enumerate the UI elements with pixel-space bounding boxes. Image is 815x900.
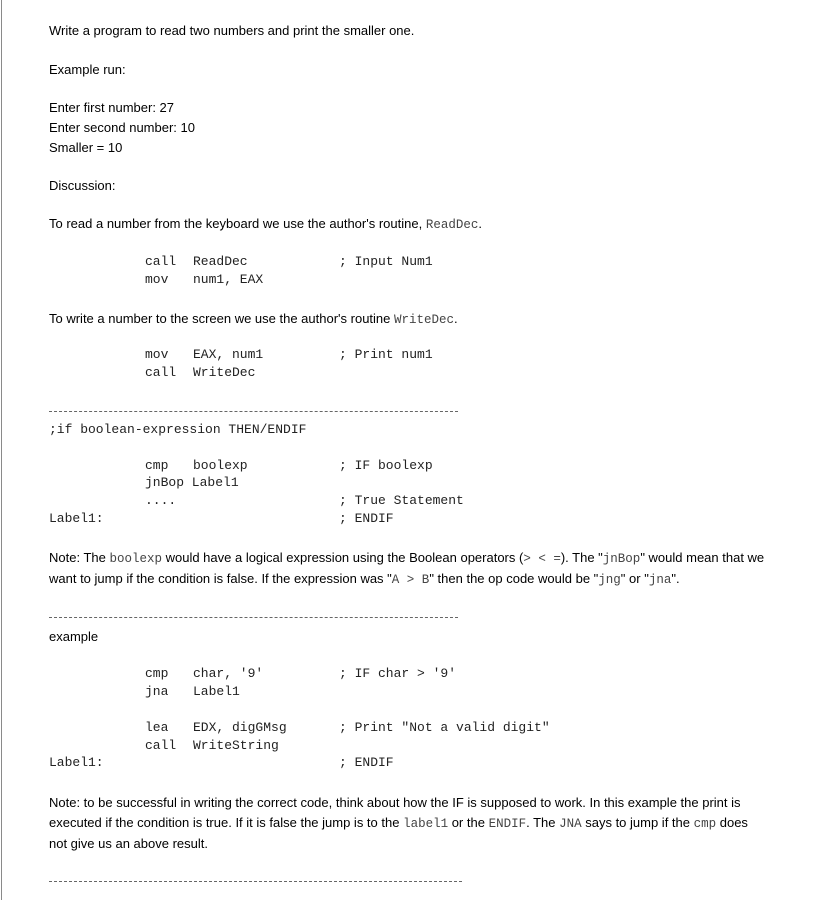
code-args: Label1 <box>193 684 240 699</box>
code-args: WriteString <box>193 738 279 753</box>
read-paragraph: To read a number from the keyboard we use the author's routine, ReadDec. <box>49 216 482 232</box>
readdec-inline-code: ReadDec <box>425 218 479 232</box>
code-comment: ; IF char > '9' <box>339 666 457 681</box>
separator-line <box>49 411 458 412</box>
code-label: Label1: <box>49 755 104 770</box>
example-run-heading: Example run: <box>49 62 126 77</box>
run-line-3: Smaller = 10 <box>49 140 123 155</box>
code-op: jnBop Label1 <box>145 475 239 490</box>
code-label: Label1: <box>49 511 104 526</box>
note-paragraph-2: Note: to be successful in writing the correct code, think about how the IF is supposed to work. In this example the print is executed if the condition is true. If it is false the jump is to the label1 or the ENDIF. The JNA says to jump if the cmp does not give us an above result. <box>49 795 748 851</box>
code-op: lea <box>145 720 169 735</box>
code-op: cmp <box>145 458 169 473</box>
code-comment: ; Print num1 <box>339 347 433 362</box>
code-args: WriteDec <box>193 365 256 380</box>
code-comment: ; Print "Not a valid digit" <box>339 720 550 735</box>
write-paragraph: To write a number to the screen we use the author's routine WriteDec. <box>49 311 458 327</box>
note-paragraph-1: Note: The boolexp would have a logical expression using the Boolean operators (> < =). The "jnBop" would mean that we want to jump if the condition is false. If the expression was "A > B" then the op code would be "jng" or "jna". <box>49 550 765 587</box>
code-op: call <box>145 254 177 269</box>
code-comment: ; ENDIF <box>339 511 394 526</box>
discussion-heading: Discussion: <box>49 178 116 193</box>
code-args: boolexp <box>193 458 248 473</box>
code-op: mov <box>145 347 169 362</box>
code-comment: ; IF boolexp <box>339 458 433 473</box>
code-dots: .... <box>145 493 177 508</box>
code-args: EAX, num1 <box>193 347 264 362</box>
run-line-2: Enter second number: 10 <box>49 120 195 135</box>
code-op: mov <box>145 272 169 287</box>
separator-line <box>49 881 462 882</box>
code-comment: ; True Statement <box>339 493 464 508</box>
writedec-inline-code: WriteDec <box>394 313 455 327</box>
example-heading: example <box>49 629 99 644</box>
task-statement: Write a program to read two numbers and print the smaller one. <box>49 23 415 38</box>
code-args: ReadDec <box>193 254 248 269</box>
code-args: num1, EAX <box>193 272 264 287</box>
code-op: jna <box>145 684 169 699</box>
code-args: EDX, digGMsg <box>193 720 287 735</box>
page-left-border <box>1 0 2 900</box>
code-op: call <box>145 365 177 380</box>
if-template-header: ;if boolean-expression THEN/ENDIF <box>49 422 307 437</box>
code-op: call <box>145 738 177 753</box>
code-args: char, '9' <box>193 666 264 681</box>
code-comment: ; Input Num1 <box>339 254 433 269</box>
run-line-1: Enter first number: 27 <box>49 100 174 115</box>
code-op: cmp <box>145 666 169 681</box>
code-comment: ; ENDIF <box>339 755 394 770</box>
separator-line <box>49 617 458 618</box>
